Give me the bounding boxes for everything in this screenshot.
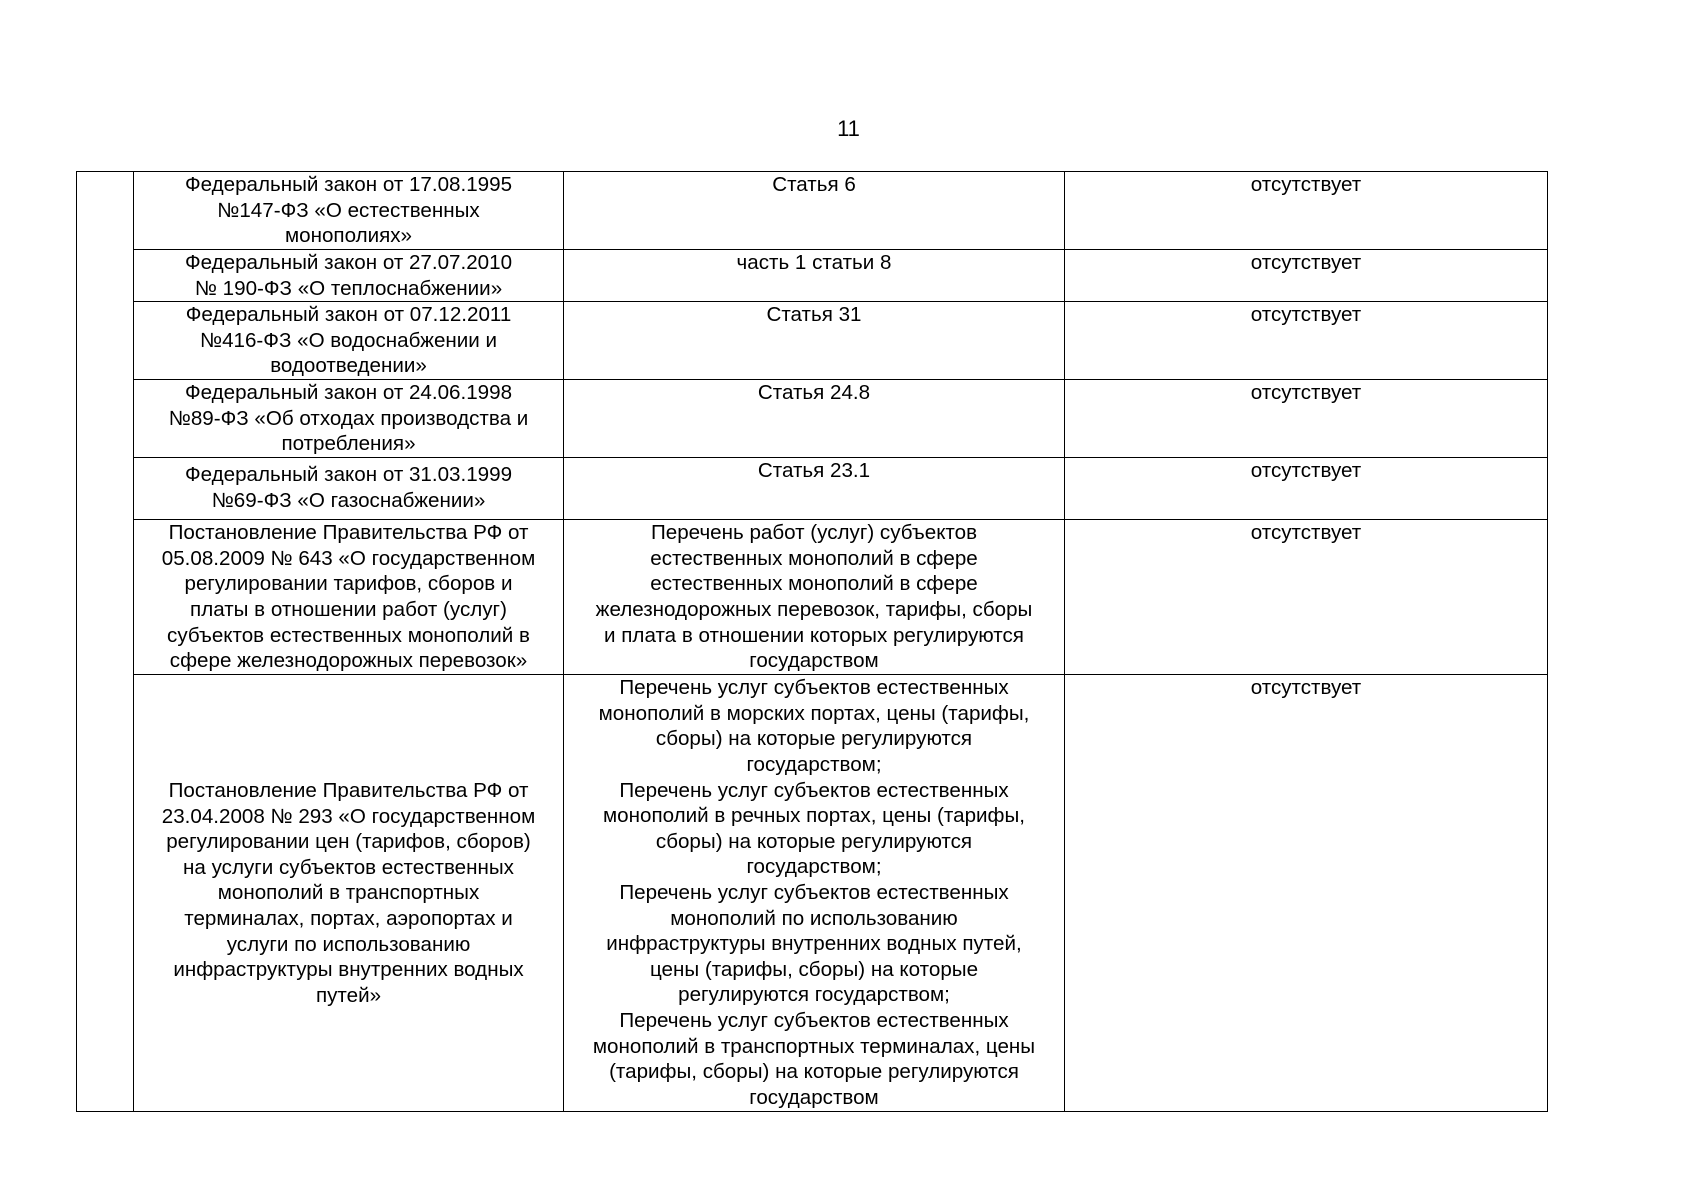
- provision-cell: Перечень услуг субъектов естественных монополий в морских портах, цены (тарифы, сборы) на которые регулируются государством; Перечень услуг субъектов естественных монополий в речных портах, цены (тарифы, сборы) на которые регулируются государством; Перечень услуг субъектов естественных монополий по использованию инфраструктуры внутренних водных путей, цены (тарифы, сборы) на которые регулируются государством; Перечень услуг субъектов естественных монополий в транспортных терминалах, цены (тарифы, сборы) на которые регулируются государством: [564, 675, 1065, 1112]
- status-cell: отсутствует: [1065, 250, 1548, 302]
- table-row: [77, 520, 1548, 675]
- status-cell: отсутствует: [1065, 675, 1548, 1112]
- legal-act-cell: Постановление Правительства РФ от 05.08.2009 № 643 «О государственном регулировании тарифов, сборов и платы в отношении работ (услуг) субъектов естественных монополий в сфере железнодорожных перевозок»: [134, 520, 564, 675]
- legal-act-cell: Постановление Правительства РФ от 23.04.2008 № 293 «О государственном регулировании цен (тарифов, сборов) на услуги субъектов естественных монополий в транспортных терминалах, портах, аэропортах и услуги по использованию инфраструктуры внутренних водных путей»: [134, 675, 564, 1112]
- legal-act-cell: Федеральный закон от 24.06.1998 №89-ФЗ «Об отходах производства и потребления»: [134, 380, 564, 458]
- table-row: [77, 172, 1548, 250]
- provision-cell: Перечень работ (услуг) субъектов естественных монополий в сфере естественных монополий в сфере железнодорожных перевозок, тарифы, сборы и плата в отношении которых регулируются государством: [564, 520, 1065, 675]
- provision-cell: Статья 24.8: [564, 380, 1065, 458]
- status-cell: отсутствует: [1065, 520, 1548, 675]
- legal-act-cell: Федеральный закон от 17.08.1995 №147-ФЗ «О естественных монополиях»: [134, 172, 564, 250]
- table-row: [77, 675, 1548, 1112]
- legal-acts-table: [76, 171, 1548, 1112]
- status-cell: отсутствует: [1065, 458, 1548, 520]
- provision-cell: Статья 6: [564, 172, 1065, 250]
- status-cell: отсутствует: [1065, 302, 1548, 380]
- status-cell: отсутствует: [1065, 172, 1548, 250]
- table-row: [77, 380, 1548, 458]
- provision-cell: часть 1 статьи 8: [564, 250, 1065, 302]
- provision-cell: Статья 31: [564, 302, 1065, 380]
- page-number: 11: [837, 116, 860, 141]
- legal-act-cell: Федеральный закон от 07.12.2011 №416-ФЗ «О водоснабжении и водоотведении»: [134, 302, 564, 380]
- provision-cell: Статья 23.1: [564, 458, 1065, 520]
- legal-act-cell: Федеральный закон от 27.07.2010 № 190-ФЗ «О теплоснабжении»: [134, 250, 564, 302]
- legal-act-cell: Федеральный закон от 31.03.1999 №69-ФЗ «О газоснабжении»: [134, 458, 564, 520]
- table-row: [77, 302, 1548, 380]
- row-number-cell: [77, 172, 134, 1112]
- table-row: [77, 250, 1548, 302]
- status-cell: отсутствует: [1065, 380, 1548, 458]
- table-row: [77, 458, 1548, 520]
